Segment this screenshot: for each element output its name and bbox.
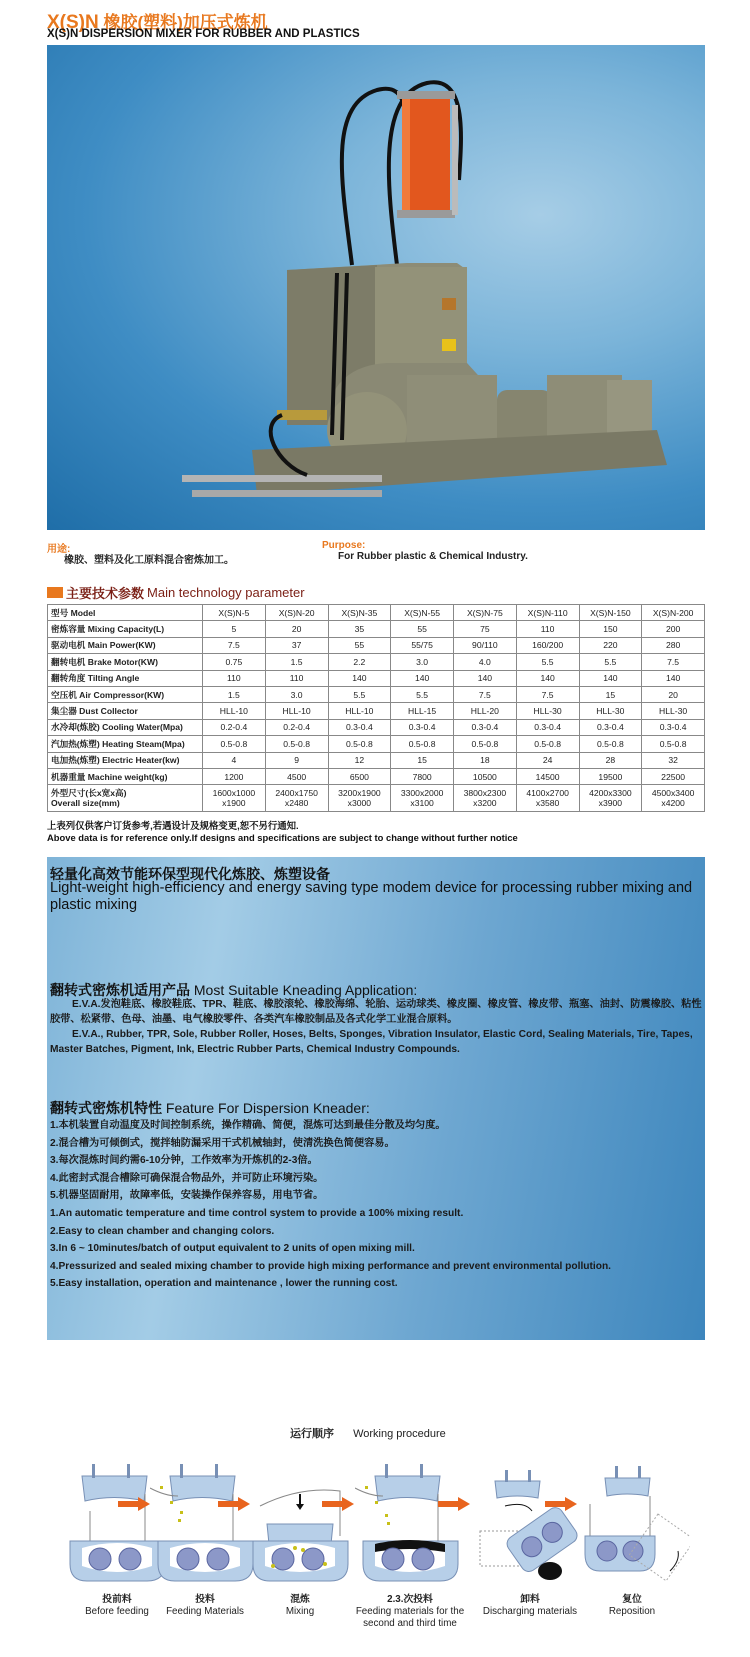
size-bottom: x3580 — [535, 798, 560, 809]
arrow-right-icon — [438, 1497, 470, 1511]
step-second-third-feeding-diagram — [355, 1456, 465, 1586]
table-row — [48, 703, 705, 719]
purpose-en-text: For Rubber plastic & Chemical Industry. — [338, 551, 528, 562]
cell: 0.5-0.8 — [454, 736, 517, 752]
application-body — [50, 997, 705, 1057]
cell: HLL-20 — [454, 703, 517, 719]
cell: 18 — [454, 752, 517, 768]
row-label: 机器重量 Machine weight(kg) — [48, 768, 203, 784]
table-row — [48, 654, 705, 670]
cell: 14500 — [516, 768, 579, 784]
feature-item-en: 2.Easy to clean chamber and changing colors. — [50, 1225, 275, 1237]
cell — [642, 785, 705, 812]
size-label-en: Overall size(mm) — [51, 798, 120, 809]
feature-item-cn: 2.混合槽为可倾倒式，搅拌轴防漏采用干式机械轴封，使清洗换色简便容易。 — [50, 1137, 395, 1149]
model-header: X(S)N-55 — [391, 605, 454, 621]
table-row — [48, 768, 705, 784]
step-en: Reposition — [608, 1606, 656, 1617]
feature-item-en: 1.An automatic temperature and time control system to provide a 100% mixing result. — [50, 1207, 464, 1219]
cell: 90/110 — [454, 637, 517, 653]
purpose-cn-text: 橡胶、塑料及化工原料混合密炼加工。 — [64, 555, 234, 566]
feature-item-en: 3.In 6 ~ 10minutes/batch of output equivalent to 2 units of open mixing mill. — [50, 1243, 415, 1255]
row-label: 汽加热(炼塑) Heating Steam(Mpa) — [48, 736, 203, 752]
cell: 110 — [516, 621, 579, 637]
cell: 0.3-0.4 — [516, 719, 579, 735]
disclaimer-en: Above data is for reference only.If designs and specifications are subject to change without further notice — [47, 832, 518, 843]
cell: 110 — [203, 670, 266, 686]
step-mixing-diagram — [245, 1456, 355, 1586]
row-label: 密炼容量 Mixing Capacity(L) — [48, 621, 203, 637]
cell: 22500 — [642, 768, 705, 784]
title-cn-text: 橡胶(塑料)加压式炼机 — [103, 13, 268, 32]
model-header: X(S)N-110 — [516, 605, 579, 621]
arrow-right-icon — [118, 1497, 150, 1511]
spec-title-cn: 主要技术参数 — [66, 586, 145, 601]
step-en: Discharging materials — [482, 1606, 578, 1617]
step-en: Feeding Materials — [166, 1606, 244, 1617]
cell: 5.5 — [328, 686, 391, 702]
size-bottom: x3200 — [473, 798, 497, 809]
cell: HLL-30 — [516, 703, 579, 719]
cell: 10500 — [454, 768, 517, 784]
model-header: X(S)N-200 — [642, 605, 705, 621]
cell: HLL-15 — [391, 703, 454, 719]
cell: 0.2-0.4 — [265, 719, 328, 735]
cell: 0.3-0.4 — [579, 719, 642, 735]
row-label: 电加热(炼塑) Electric Heater(kw) — [48, 752, 203, 768]
cell: 3.0 — [265, 686, 328, 702]
table-row — [48, 736, 705, 752]
cell: 12 — [328, 752, 391, 768]
cell: 5.5 — [579, 654, 642, 670]
cell: 280 — [642, 637, 705, 653]
cell: 15 — [391, 752, 454, 768]
cell: 5.5 — [516, 654, 579, 670]
model-header: X(S)N-75 — [454, 605, 517, 621]
cell: 140 — [454, 670, 517, 686]
size-top: 2400x1750 — [275, 788, 318, 799]
cell: 24 — [516, 752, 579, 768]
arrow-right-icon — [545, 1497, 577, 1511]
table-row — [48, 637, 705, 653]
cell: 1.5 — [265, 654, 328, 670]
size-bottom: x4200 — [661, 798, 685, 809]
cell — [454, 785, 517, 812]
cell: 2.2 — [328, 654, 391, 670]
cell: 7800 — [391, 768, 454, 784]
cell: 4500 — [265, 768, 328, 784]
cell: 0.5-0.8 — [203, 736, 266, 752]
cell: 35 — [328, 621, 391, 637]
table-row — [48, 686, 705, 702]
mixer-machine-illustration — [47, 45, 705, 530]
row-label: 集尘器 Dust Collector — [48, 703, 203, 719]
cell: 7.5 — [642, 654, 705, 670]
size-top: 3800x2300 — [463, 788, 507, 799]
cell: 110 — [265, 670, 328, 686]
cell: HLL-10 — [203, 703, 266, 719]
cell: 0.5-0.8 — [642, 736, 705, 752]
step-en: Before feeding — [85, 1606, 149, 1617]
purpose-en-label: Purpose: — [322, 540, 366, 551]
cell: 9 — [265, 752, 328, 768]
cell: 0.2-0.4 — [203, 719, 266, 735]
spec-table — [47, 604, 705, 812]
size-top: 1600x1000 — [212, 788, 256, 799]
cell: 0.3-0.4 — [328, 719, 391, 735]
procedure-title-en: Working procedure — [353, 1428, 446, 1440]
disclaimer-cn: 上表列仅供客户订货参考,若遇设计及规格变更,恕不另行通知. — [47, 820, 299, 831]
row-label: 翻转角度 Tilting Angle — [48, 670, 203, 686]
row-label — [48, 785, 203, 812]
cell: 55/75 — [391, 637, 454, 653]
feature-item-cn: 3.每次混炼时间约需6-10分钟，工作效率为开炼机的2-3倍。 — [50, 1155, 318, 1167]
step-en: Mixing — [285, 1606, 315, 1617]
cell: HLL-30 — [642, 703, 705, 719]
cell — [328, 785, 391, 812]
cell: 7.5 — [203, 637, 266, 653]
size-bottom: x1900 — [222, 798, 246, 809]
cell: HLL-30 — [579, 703, 642, 719]
step-cn: 复位 — [622, 1594, 642, 1605]
cell: 200 — [642, 621, 705, 637]
arrow-right-icon — [322, 1497, 354, 1511]
table-row — [48, 752, 705, 768]
cell: 160/200 — [516, 637, 579, 653]
application-text-cn: E.V.A.发泡鞋底、橡胶鞋底、TPR、鞋底、橡胶滚轮、橡胶海绵、轮胎、运动球类、橡皮圈、橡皮管、橡皮带、瓶塞、油封、防震橡胶、粘性胶带、松紧带、色母、油墨、电气橡胶零件、各类汽车橡胶制品及各式化学工业混合原料。 — [50, 999, 702, 1025]
size-bottom: x3000 — [347, 798, 372, 809]
step-cn: 2.3.次投料 — [387, 1594, 433, 1605]
step-cn: 卸料 — [520, 1594, 540, 1605]
feature-item-en: 4.Pressurized and sealed mixing chamber to provide high mixing performance and prevent environmental pollution. — [50, 1260, 611, 1272]
cell: 15 — [579, 686, 642, 702]
cell: 0.5-0.8 — [579, 736, 642, 752]
size-top: 4500x3400 — [651, 788, 695, 799]
cell: 0.75 — [203, 654, 266, 670]
step-cn: 投料 — [195, 1594, 215, 1605]
cell: 19500 — [579, 768, 642, 784]
step-reposition-diagram — [580, 1456, 690, 1586]
spec-title-en: Main technology parameter — [147, 585, 305, 600]
cell: 150 — [579, 621, 642, 637]
size-top: 3300x2000 — [400, 788, 444, 799]
table-row — [48, 719, 705, 735]
step-en: Feeding materials for the second and third time — [355, 1606, 465, 1629]
step-cn: 混炼 — [290, 1594, 310, 1605]
cell: 75 — [454, 621, 517, 637]
model-code: X(S)N — [47, 12, 99, 33]
features-title-en: Light-weight high-efficiency and energy saving type modem device for processing rubber mixing and plastic mixing — [50, 880, 693, 913]
step-discharging-diagram — [470, 1456, 580, 1586]
feature-item-cn: 5.机器坚固耐用，故障率低，安装操作保养容易，用电节省。 — [50, 1190, 324, 1202]
feature-item-cn: 4.此密封式混合槽除可确保混合物品外，并可防止环境污染。 — [50, 1172, 324, 1184]
size-bottom: x3900 — [598, 798, 623, 809]
row-label: 驱动电机 Main Power(KW) — [48, 637, 203, 653]
orange-square-icon — [47, 587, 63, 598]
page-title-en: X(S)N DISPERSION MIXER FOR RUBBER AND PLASTICS — [47, 28, 360, 40]
cell: 28 — [579, 752, 642, 768]
cell — [203, 785, 266, 812]
spec-section-title — [47, 583, 305, 602]
size-top: 4200x3300 — [589, 788, 632, 799]
feature-heading — [50, 1098, 370, 1118]
cell — [579, 785, 642, 812]
row-label: 水冷却(炼胶) Cooling Water(Mpa) — [48, 719, 203, 735]
cell: 0.5-0.8 — [391, 736, 454, 752]
size-top: 4100x2700 — [526, 788, 569, 799]
features-title-cn: 轻量化高效节能环保型现代化炼胶、炼塑设备 — [50, 866, 330, 882]
cell: 1.5 — [203, 686, 266, 702]
feature-head-en: Feature For Dispersion Kneader: — [165, 1100, 370, 1116]
feature-item-cn: 1.本机装置自动温度及时间控制系统，操作精确、简便，混炼可达到最佳分散及均匀度。 — [50, 1120, 446, 1131]
procedure-title — [290, 1425, 462, 1441]
feature-list — [50, 1117, 705, 1293]
size-bottom: x2480 — [284, 798, 309, 809]
cell: 220 — [579, 637, 642, 653]
table-header-row — [48, 605, 705, 621]
procedure-title-cn: 运行顺序 — [290, 1428, 334, 1440]
step-label-reposition — [572, 1594, 692, 1618]
cell: 5 — [203, 621, 266, 637]
cell: 1200 — [203, 768, 266, 784]
cell: 5.5 — [391, 686, 454, 702]
model-header: X(S)N-5 — [203, 605, 266, 621]
header-label: 型号 Model — [48, 605, 203, 621]
cell: 37 — [265, 637, 328, 653]
step-cn: 投前料 — [102, 1594, 132, 1605]
step-label-second-third-feeding — [340, 1594, 480, 1630]
cell: 32 — [642, 752, 705, 768]
cell: 140 — [579, 670, 642, 686]
spec-table-body — [48, 621, 705, 785]
cell: 0.3-0.4 — [454, 719, 517, 735]
model-header: X(S)N-150 — [579, 605, 642, 621]
cell: 0.5-0.8 — [265, 736, 328, 752]
cell: HLL-10 — [265, 703, 328, 719]
application-head-en: Most Suitable Kneading Application: — [193, 982, 418, 998]
table-row-overall-size — [48, 785, 705, 812]
cell: 0.3-0.4 — [642, 719, 705, 735]
cell: 20 — [265, 621, 328, 637]
size-bottom: x3100 — [410, 798, 434, 809]
feature-head-cn: 翻转式密炼机特性 — [50, 1100, 162, 1116]
table-row — [48, 621, 705, 637]
row-label: 翻转电机 Brake Motor(KW) — [48, 654, 203, 670]
cell: 7.5 — [454, 686, 517, 702]
cell: 3.0 — [391, 654, 454, 670]
cell: HLL-10 — [328, 703, 391, 719]
purpose-cn-label: 用途: — [47, 544, 71, 555]
cell: 0.5-0.8 — [328, 736, 391, 752]
cell: 4.0 — [454, 654, 517, 670]
cell — [516, 785, 579, 812]
cell: 140 — [516, 670, 579, 686]
cell: 55 — [391, 621, 454, 637]
model-header: X(S)N-20 — [265, 605, 328, 621]
cell: 20 — [642, 686, 705, 702]
cell: 140 — [642, 670, 705, 686]
step-feeding-materials-diagram — [150, 1456, 260, 1586]
size-label-cn: 外型尺寸(长x宽x高) — [51, 788, 127, 799]
cell: 0.5-0.8 — [516, 736, 579, 752]
cell — [265, 785, 328, 812]
application-head-cn: 翻转式密炼机适用产品 — [50, 982, 190, 998]
cell: 140 — [328, 670, 391, 686]
cell: 6500 — [328, 768, 391, 784]
feature-item-en: 5.Easy installation, operation and maintenance , lower the running cost. — [50, 1278, 398, 1290]
table-row — [48, 670, 705, 686]
cell: 55 — [328, 637, 391, 653]
cell: 7.5 — [516, 686, 579, 702]
size-top: 3200x1900 — [338, 788, 381, 799]
model-header: X(S)N-35 — [328, 605, 391, 621]
row-label: 空压机 Air Compressor(KW) — [48, 686, 203, 702]
cell — [391, 785, 454, 812]
cell: 0.3-0.4 — [391, 719, 454, 735]
machine-hero-image — [47, 45, 705, 530]
cell: 140 — [391, 670, 454, 686]
cell: 4 — [203, 752, 266, 768]
disclaimer-note — [47, 820, 518, 844]
application-text-en: E.V.A., Rubber, TPR, Sole, Rubber Roller, Hoses, Belts, Sponges, Vibration Insulator, Elastic Cord, Sealing Materials, Tire, Tapes, Master Batches, Pigment, Ink, Electric Rubber Parts, Chemical Industry Compounds. — [50, 1029, 693, 1055]
